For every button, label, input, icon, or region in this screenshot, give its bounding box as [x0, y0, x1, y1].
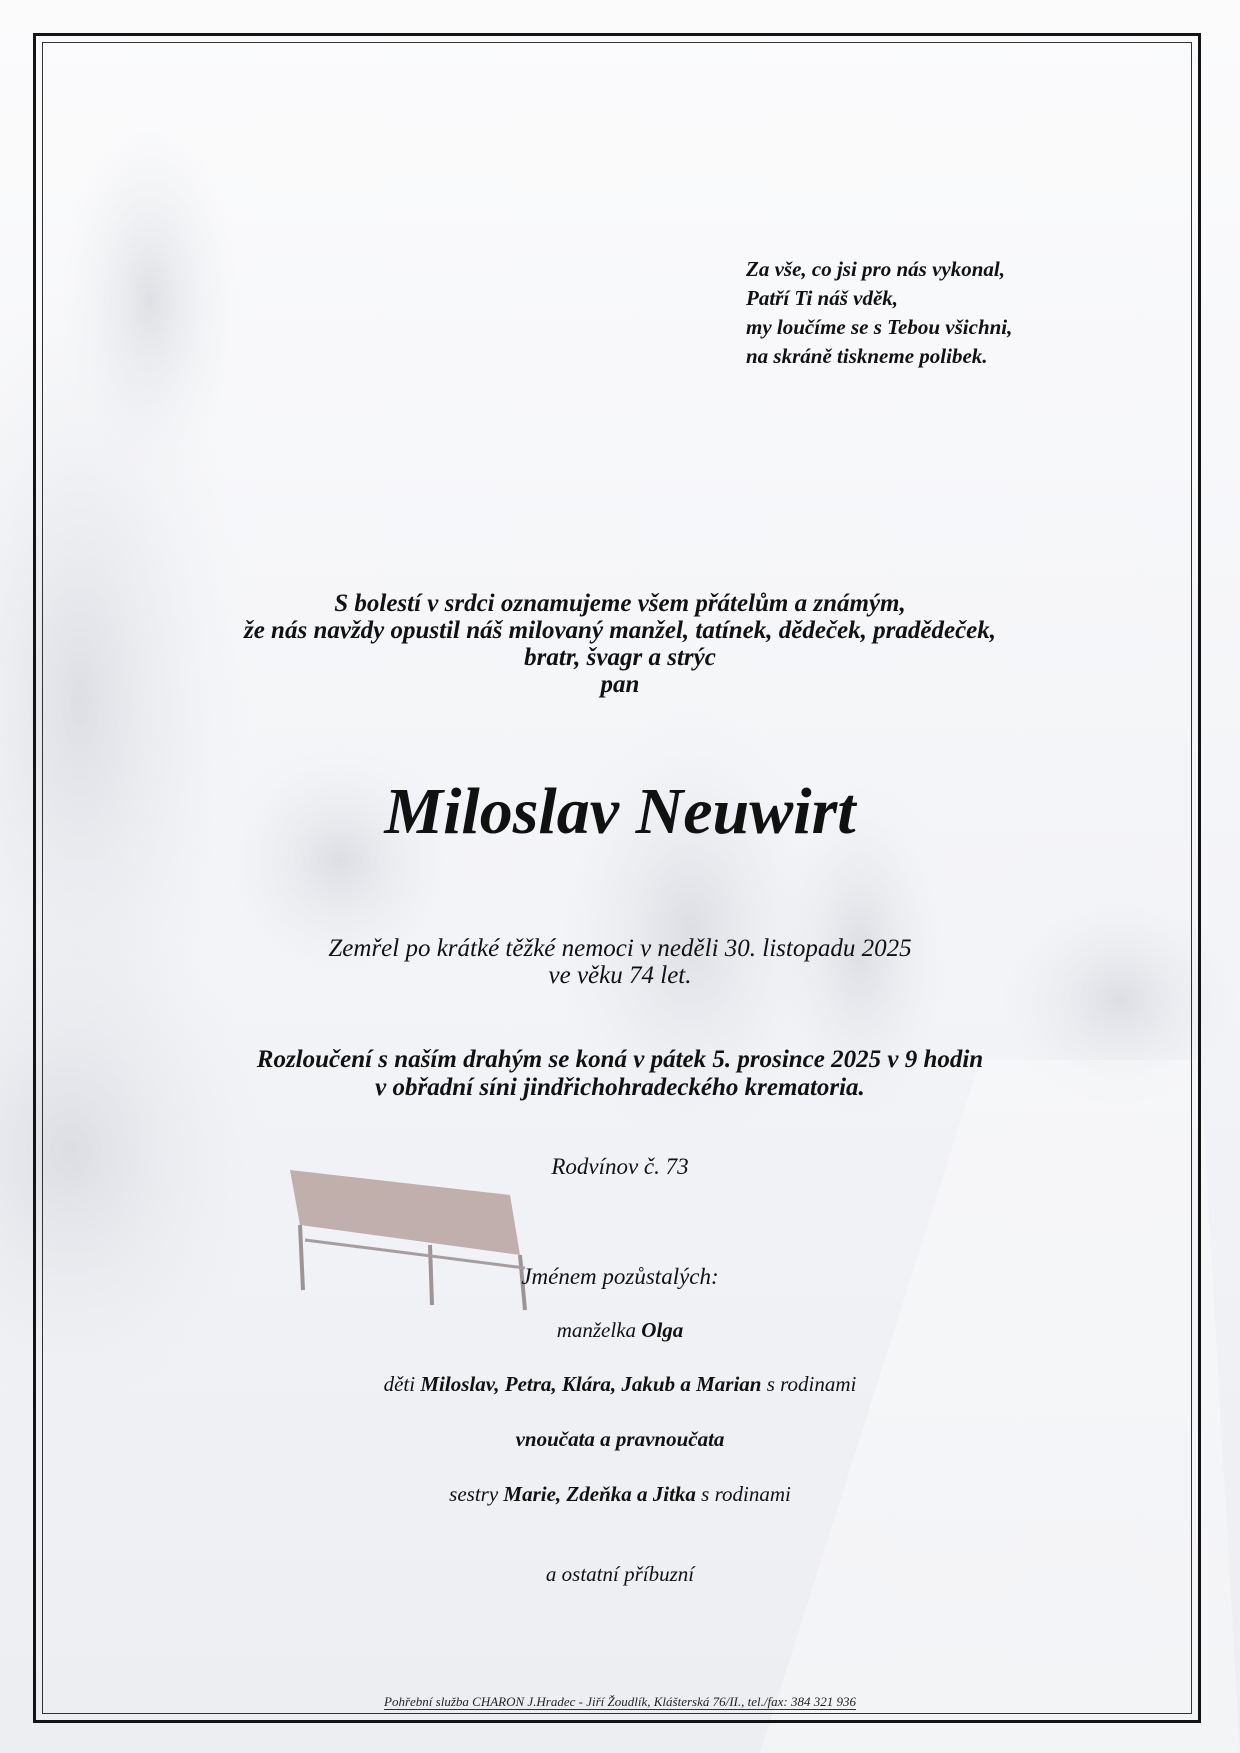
relation-label: děti	[383, 1372, 416, 1396]
poem-line: na skráně tiskneme polibek.	[746, 344, 988, 368]
death-info-line: ve věku 74 let.	[548, 962, 692, 989]
announcement-text	[120, 590, 1120, 698]
relative-name: vnoučata a pravnoučata	[515, 1427, 725, 1451]
announcement-line: pan	[600, 671, 640, 698]
farewell-line: v obřadní síni jindřichohradeckého krematoria.	[375, 1074, 865, 1101]
relative-name: Marie, Zdeňka a Jitka	[503, 1482, 696, 1506]
relation-label: manželka	[556, 1318, 637, 1342]
funeral-service-footer	[120, 1694, 1120, 1710]
announcement-line: bratr, švagr a strýc	[524, 644, 716, 671]
relative-children	[120, 1371, 1120, 1397]
footer-text: Pohřební služba CHARON J.Hradec - Jiří Žoudlík, Klášterská 76/II., tel./fax: 384 321 936	[384, 1694, 856, 1709]
poem-line: Za vše, co jsi pro nás vykonal,	[746, 257, 1005, 281]
relative-name: Olga	[641, 1318, 684, 1342]
farewell-ceremony	[120, 1046, 1120, 1102]
death-info-line: Zemřel po krátké těžké nemoci v neděli 30. listopadu 2025	[328, 935, 912, 962]
poem-line: Patří Ti náš vděk,	[746, 286, 899, 310]
on-behalf-heading: Jménem pozůstalých:	[521, 1264, 719, 1289]
relative-wife	[120, 1317, 1120, 1343]
poem-line: my loučíme se s Tebou všichni,	[746, 315, 1013, 339]
relation-suffix: s rodinami	[701, 1482, 791, 1506]
relation-suffix: s rodinami	[766, 1372, 857, 1396]
announcement-line: S bolestí v srdci oznamujeme všem přátelům a známým,	[334, 590, 906, 617]
relative-grandchildren	[120, 1426, 1120, 1452]
announcement-line: že nás navždy opustil náš milovaný manžel, tatínek, dědeček, pradědeček,	[243, 617, 997, 644]
address: Rodvínov č. 73	[551, 1154, 689, 1179]
relation-label: sestry	[449, 1482, 499, 1506]
deceased-name: Miloslav Neuwirt	[384, 775, 856, 848]
farewell-poem	[746, 255, 1106, 371]
farewell-line: Rozloučení s naším drahým se koná v pátek 5. prosince 2025 v 9 hodin	[256, 1046, 984, 1073]
relative-others: a ostatní příbuzní	[545, 1562, 695, 1586]
death-info	[120, 935, 1120, 989]
relative-sisters	[120, 1481, 1120, 1507]
relative-name: Miloslav, Petra, Klára, Jakub a Marian	[420, 1372, 762, 1396]
